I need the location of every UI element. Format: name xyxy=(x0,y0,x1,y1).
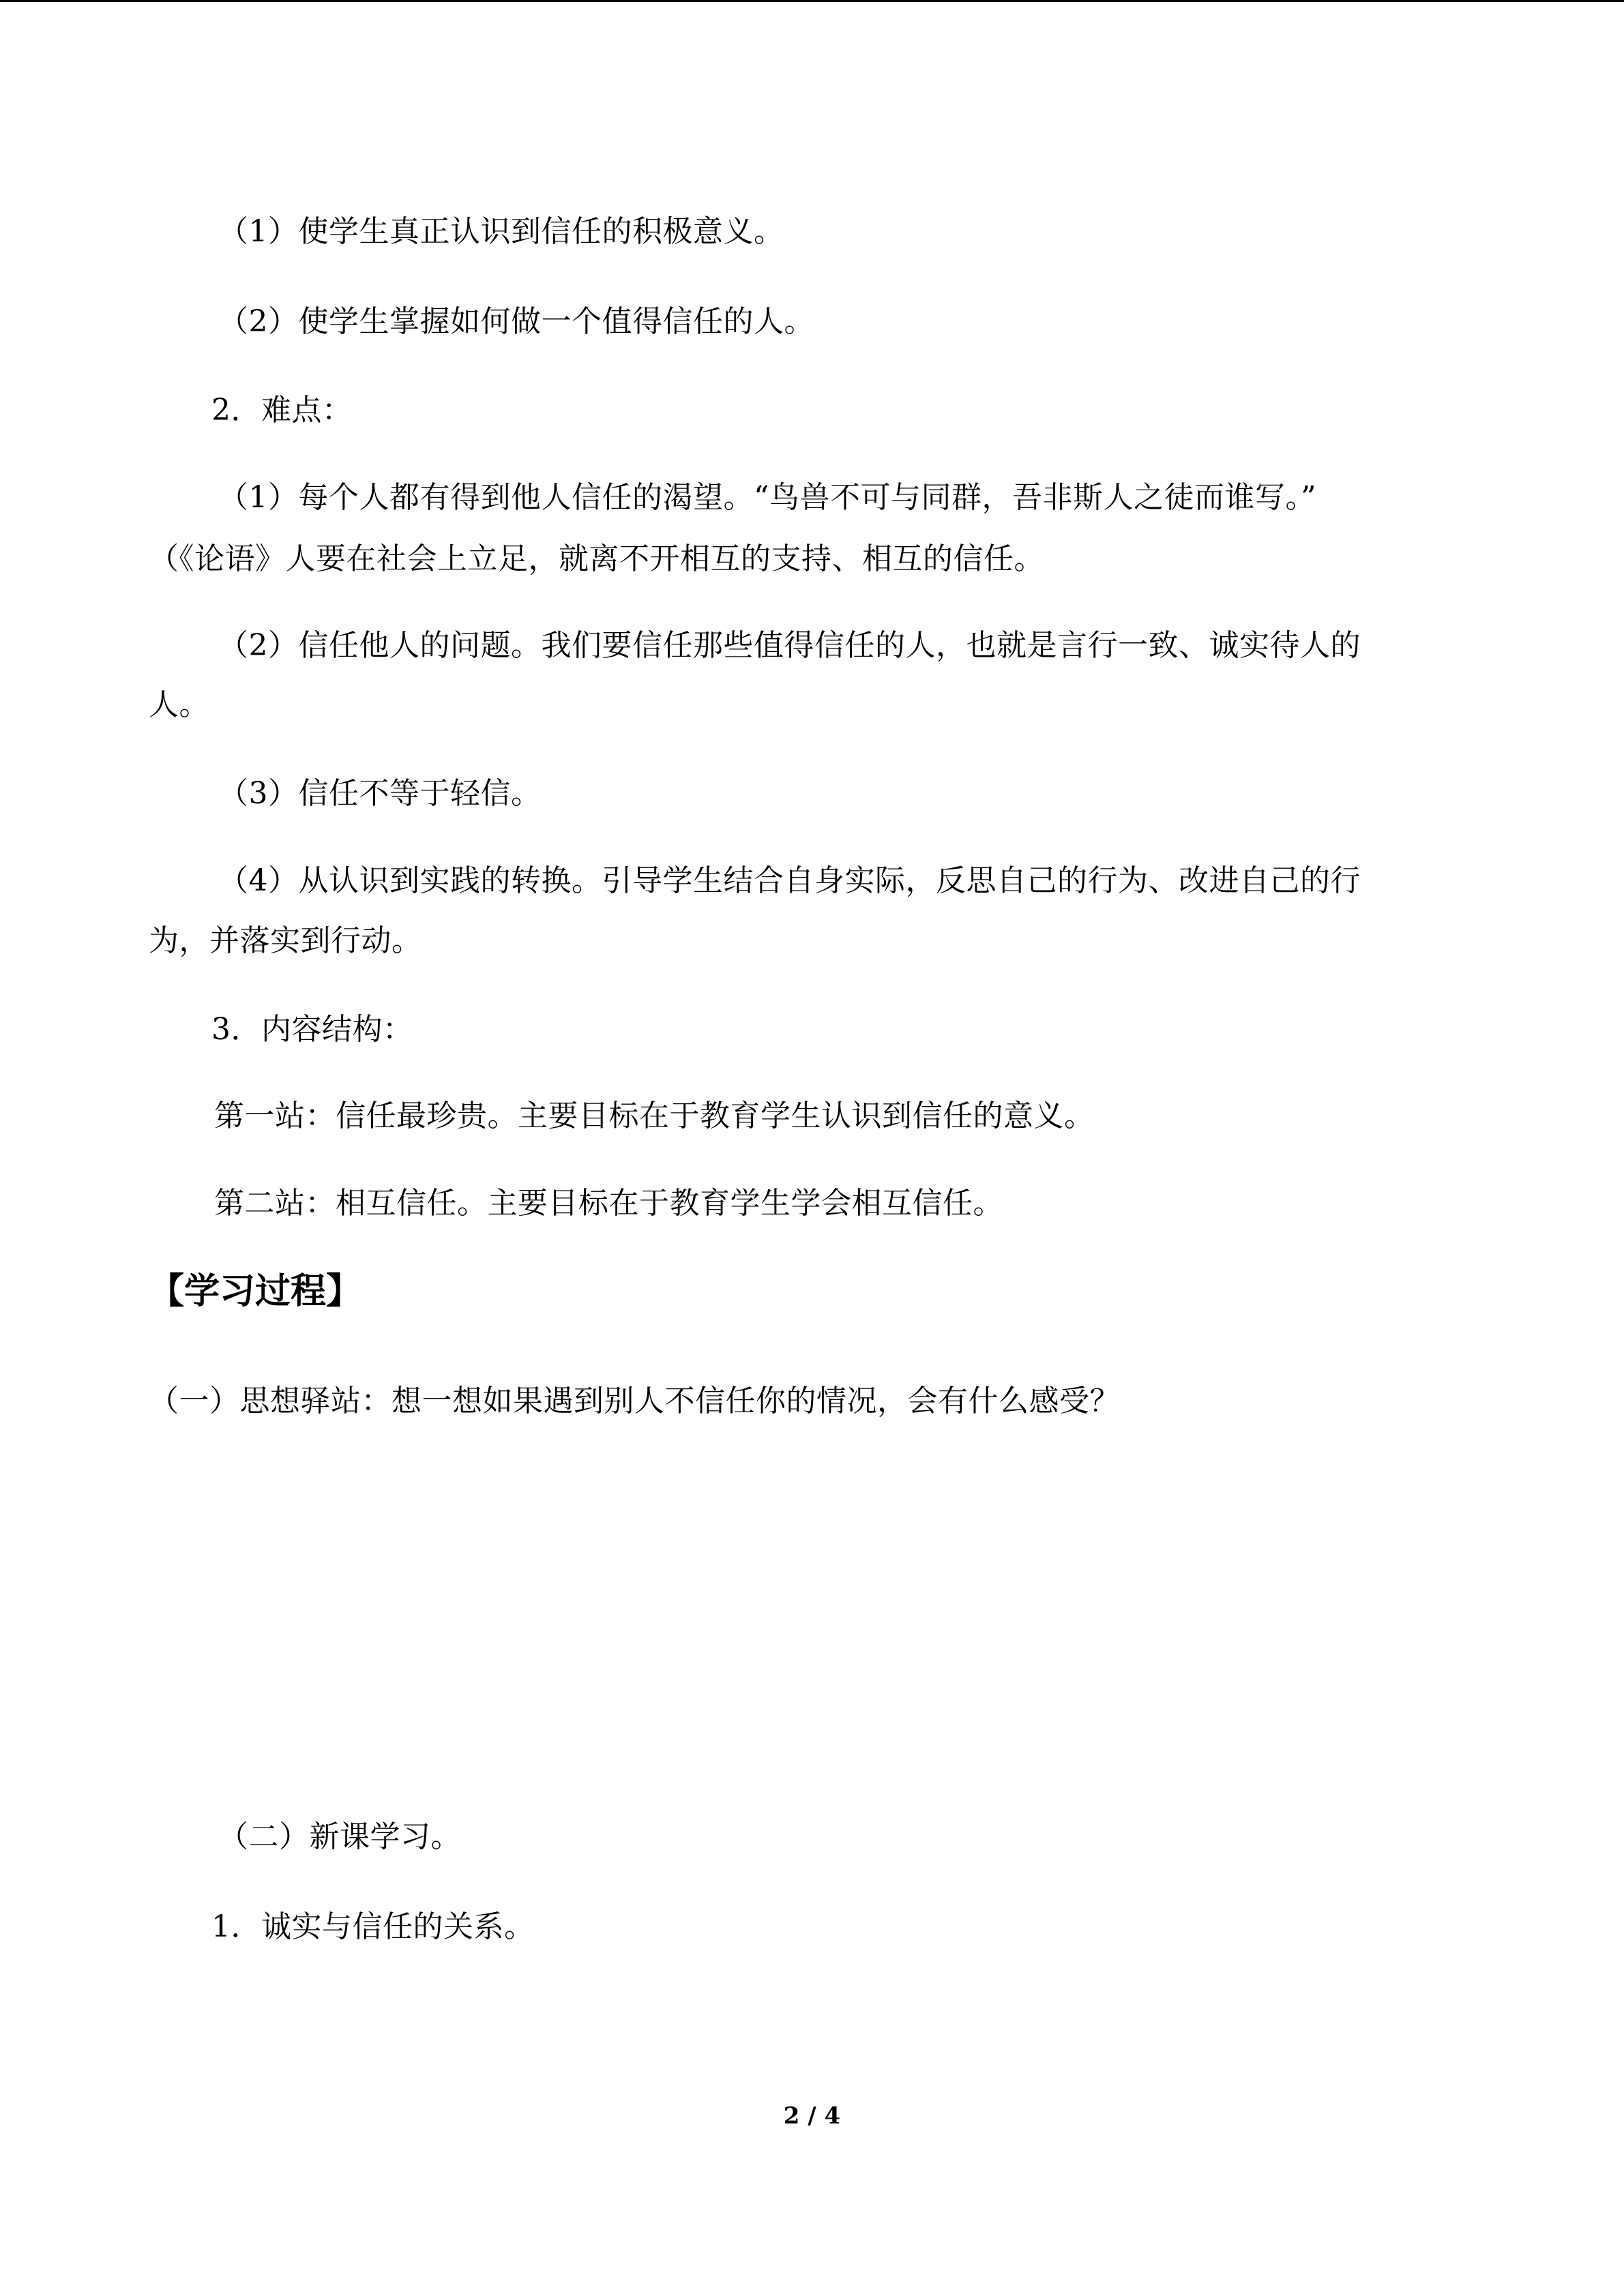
structure-title: 3．内容结构： xyxy=(211,1012,413,1047)
question-1: （一）思想驿站：想一想如果遇到别人不信任你的情况，会有什么感受？ xyxy=(149,1384,1120,1418)
difficulty-2-line-2: 人。 xyxy=(149,687,209,722)
difficulty-1-line-1: （1）每个人都有得到他人信任的渴望。“鸟兽不可与同群，吾非斯人之徒而谁写。” xyxy=(218,480,1316,515)
question-2-item-1: 1．诚实与信任的关系。 xyxy=(211,1909,535,1944)
section-heading-learning-process: 【学习过程】 xyxy=(149,1271,362,1312)
difficulty-title: 2．难点： xyxy=(211,393,353,428)
station-1: 第一站：信任最珍贵。主要目标在于教育学生认识到信任的意义。 xyxy=(214,1099,1095,1133)
difficulty-4-line-1: （4）从认识到实践的转换。引导学生结合自身实际，反思自己的行为、改进自己的行 xyxy=(218,863,1361,898)
question-2: （二）新课学习。 xyxy=(218,1819,461,1854)
difficulty-1-line-2: （《论语》人要在社会上立足，就离不开相互的支持、相互的信任。 xyxy=(149,541,1044,576)
difficulty-4-line-2: 为，并落实到行动。 xyxy=(149,923,422,958)
key-point-2: （2）使学生掌握如何做一个值得信任的人。 xyxy=(218,304,814,339)
page-number: 2 / 4 xyxy=(783,2102,841,2130)
station-2: 第二站：相互信任。主要目标在于教育学生学会相互信任。 xyxy=(214,1186,1003,1221)
difficulty-3: （3）信任不等于轻信。 xyxy=(218,776,542,811)
key-point-1: （1）使学生真正认识到信任的积极意义。 xyxy=(218,214,784,249)
difficulty-2-line-1: （2）信任他人的问题。我们要信任那些值得信任的人，也就是言行一致、诚实待人的 xyxy=(218,628,1361,663)
